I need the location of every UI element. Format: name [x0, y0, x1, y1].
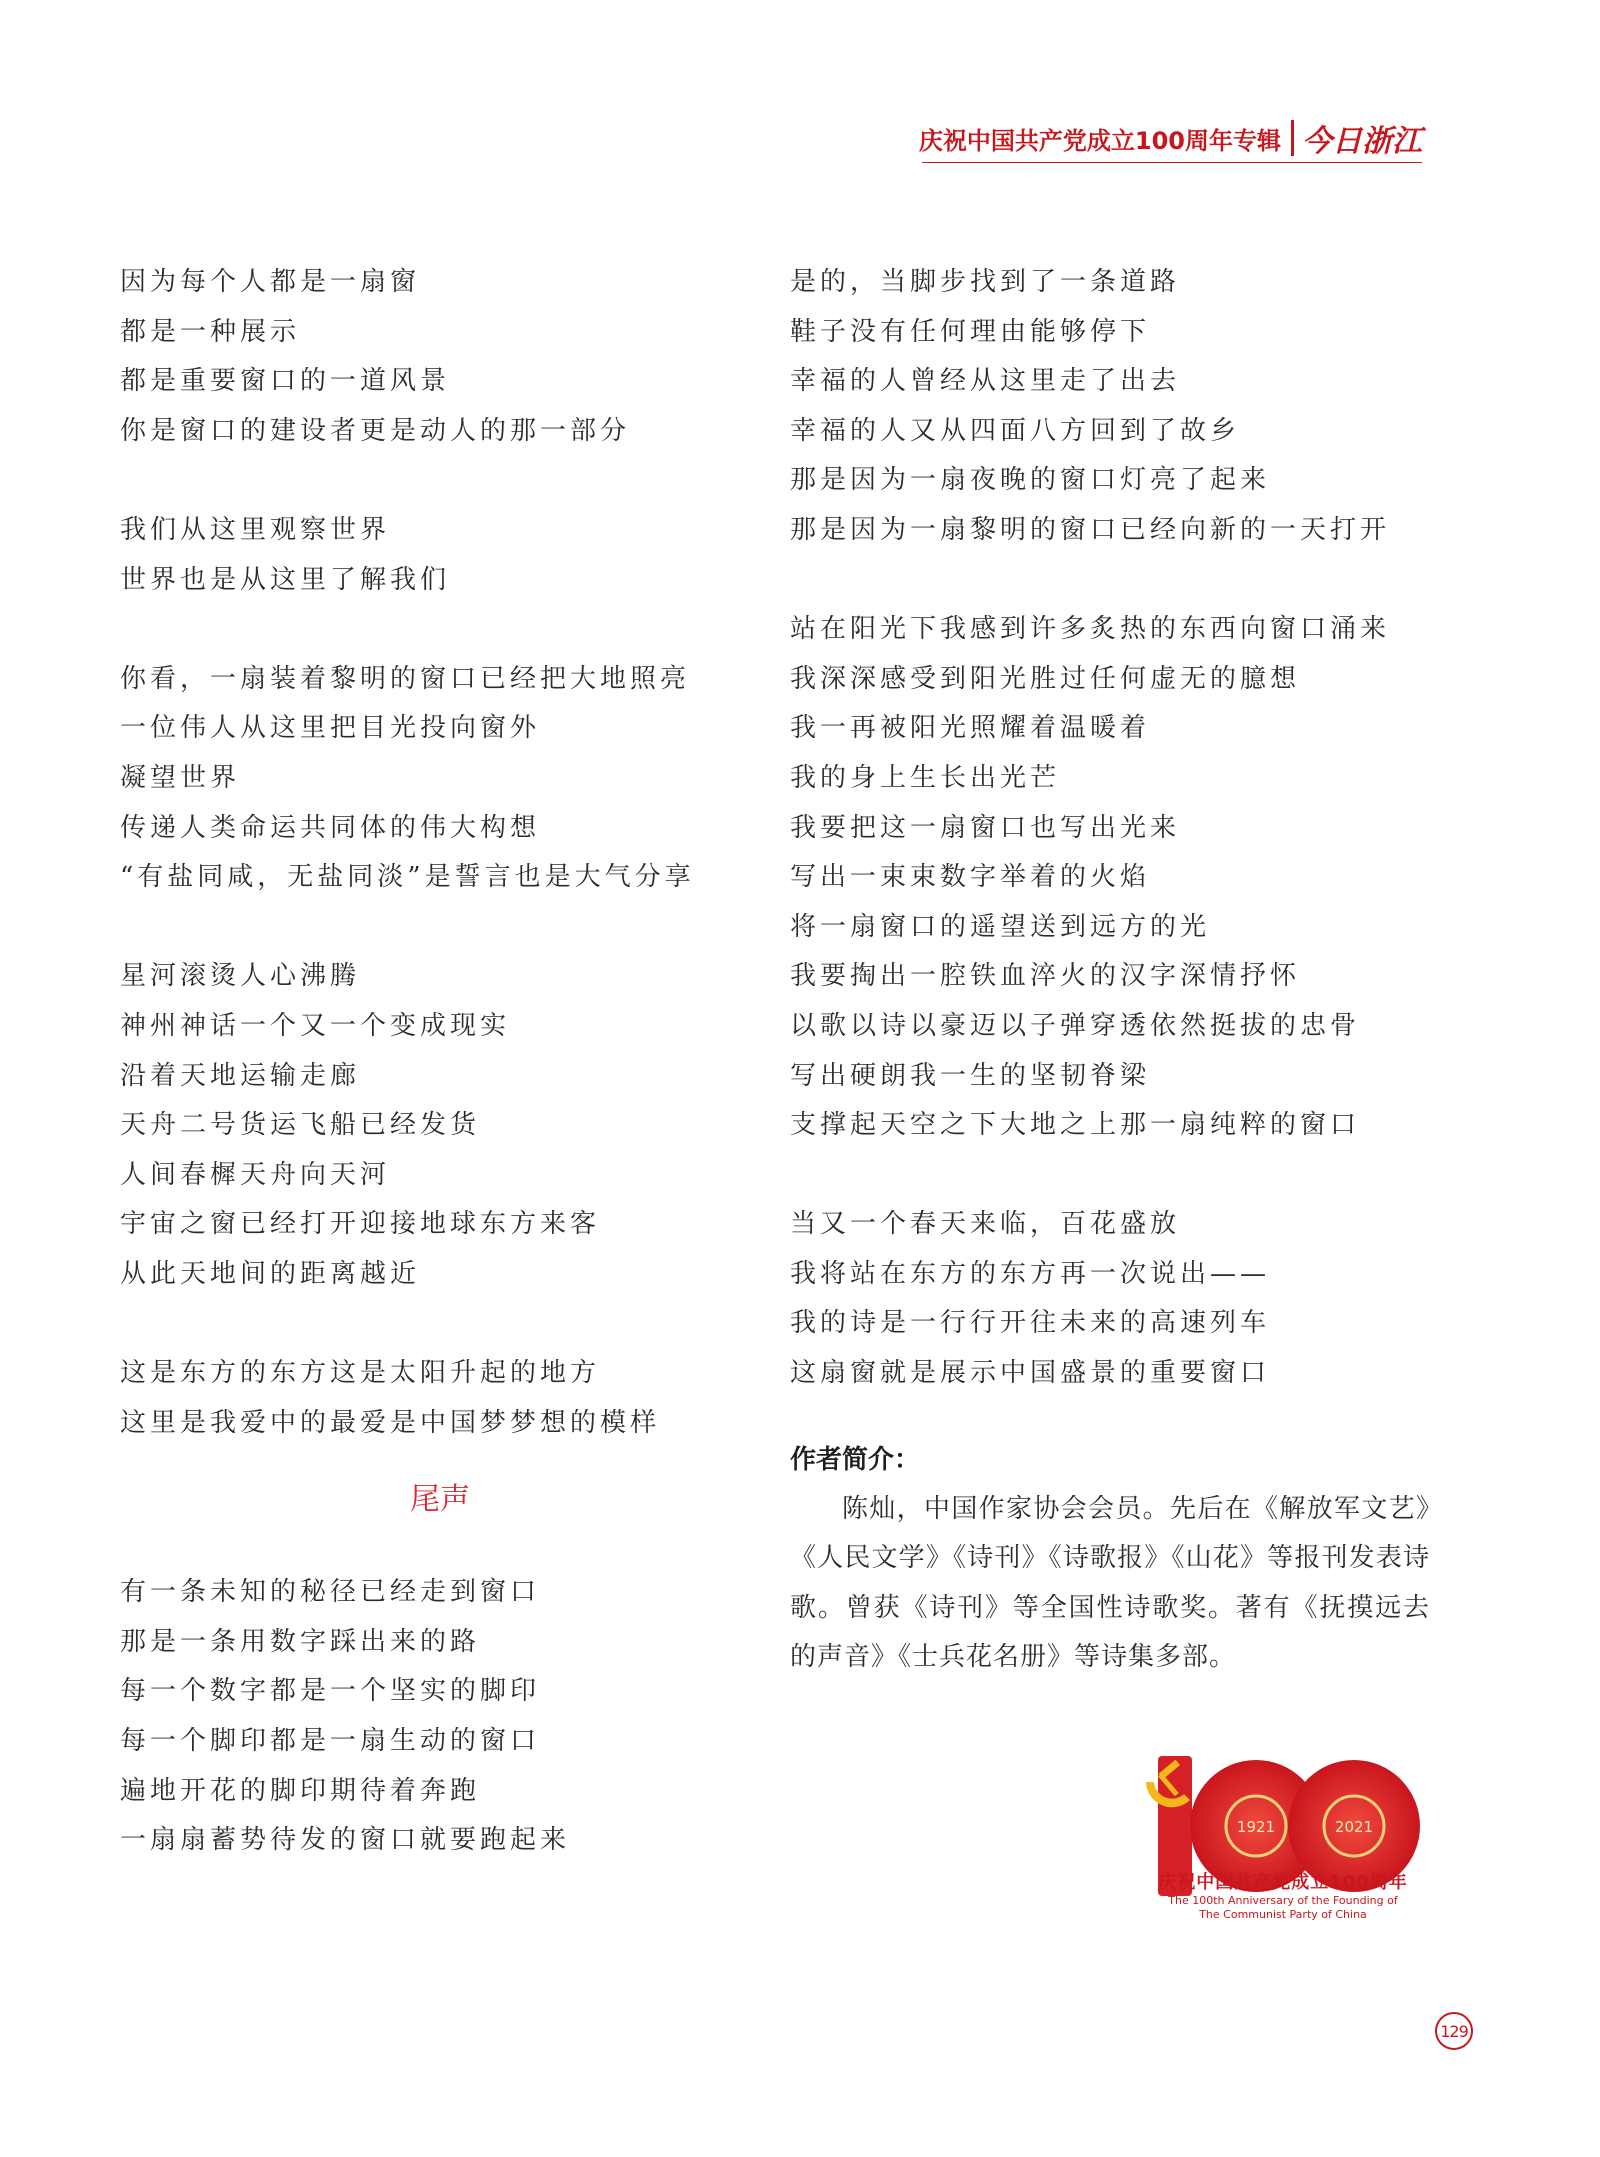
poem-line: 我们从这里观察世界 [120, 514, 391, 545]
poem-line: 传递人类命运共同体的伟大构想 [120, 812, 541, 843]
poem-line: 每一个脚印都是一扇生动的窗口 [120, 1726, 541, 1757]
poem-line: 你看，一扇装着黎明的窗口已经把大地照亮 [120, 663, 691, 694]
poem-line: 写出硬朗我一生的坚韧脊梁 [790, 1060, 1151, 1091]
header-rule [922, 162, 1422, 163]
logo-caption-en-2: The Communist Party of China [1199, 1908, 1367, 1921]
stanza [790, 1200, 1430, 1398]
stanza [120, 258, 680, 456]
poem-line: 我的诗是一行行开往未来的高速列车 [790, 1308, 1271, 1339]
poem-line: 那是因为一扇黎明的窗口已经向新的一天打开 [790, 514, 1391, 545]
poem-line: 宇宙之窗已经打开迎接地球东方来客 [120, 1209, 601, 1240]
poem-line: 神州神话一个又一个变成现实 [120, 1010, 511, 1041]
stanza-gap [120, 605, 680, 655]
poem-line: 以歌以诗以豪迈以子弹穿透依然挺拔的忠骨 [790, 1010, 1361, 1041]
poem-line: 沿着天地运输走廊 [120, 1060, 361, 1091]
poem-line: 幸福的人又从四面八方回到了故乡 [790, 415, 1241, 446]
poem-line: 我要把这一扇窗口也写出光来 [790, 812, 1181, 843]
poem-line: 天舟二号货运飞船已经发货 [120, 1110, 481, 1141]
poem-line: 我要掏出一腔铁血淬火的汉字深情抒怀 [790, 961, 1301, 992]
header-divider [1291, 120, 1294, 156]
poem-line: 支撑起天空之下大地之上那一扇纯粹的窗口 [790, 1110, 1361, 1141]
stanza [790, 605, 1430, 1151]
stanza-gap [790, 1151, 1430, 1201]
poem-line: 凝望世界 [120, 762, 241, 793]
stanza-gap [120, 456, 680, 506]
poem-line: 都是重要窗口的一道风景 [120, 366, 451, 397]
logo-caption-zh: 庆祝中国共产党成立100周年 [1158, 1872, 1408, 1893]
stanza-gap [120, 903, 680, 953]
poem-line: 站在阳光下我感到许多炙热的东西向窗口涌来 [790, 614, 1391, 645]
poem-line: 你是窗口的建设者更是动人的那一部分 [120, 415, 631, 446]
epilogue-title: 尾声 [410, 1482, 470, 1518]
poem-line: 我的身上生长出光芒 [790, 762, 1061, 793]
poem-line: 这里是我爱中的最爱是中国梦梦想的模样 [120, 1407, 661, 1438]
poem-line: 将一扇窗口的遥望送到远方的光 [790, 911, 1211, 942]
left-column [120, 258, 695, 1866]
poem-line: “有盐同咸，无盐同淡”是誓言也是大气分享 [120, 862, 695, 893]
magazine-header [919, 118, 1422, 158]
poem-line: 遍地开花的脚印期待着奔跑 [120, 1775, 481, 1806]
poem-line: 每一个数字都是一个坚实的脚印 [120, 1676, 541, 1707]
stanza-gap [120, 1299, 680, 1349]
poem-line: 从此天地间的距离越近 [120, 1258, 421, 1289]
header-brand-logo: 今日浙江 [1302, 124, 1422, 159]
poem-line: 一扇扇蓄势待发的窗口就要跑起来 [120, 1825, 571, 1856]
poem-line: 是的，当脚步找到了一条道路 [790, 267, 1181, 297]
poem-line: 都是一种展示 [120, 316, 301, 347]
stanza [790, 258, 1430, 556]
poem-line: 有一条未知的秘径已经走到窗口 [120, 1577, 541, 1608]
poem-line: 因为每个人都是一扇窗 [120, 267, 421, 297]
epilogue-stanza [120, 1568, 680, 1866]
stanza [120, 1349, 680, 1448]
logo-year-start: 1921 [1236, 1818, 1276, 1836]
poem-line: 我一再被阳光照耀着温暖着 [790, 713, 1151, 744]
poem-line: 鞋子没有任何理由能够停下 [790, 316, 1151, 347]
header-title: 庆祝中国共产党成立100周年专辑 [918, 126, 1281, 155]
logo-caption-en-1: The 100th Anniversary of the Founding of [1168, 1894, 1398, 1907]
poem-line: 这扇窗就是展示中国盛景的重要窗口 [790, 1358, 1271, 1389]
logo-caption [1128, 1868, 1438, 1922]
poem-line: 写出一束束数字举着的火焰 [790, 862, 1151, 893]
stanza [120, 655, 695, 903]
poem-line: 我深深感受到阳光胜过任何虚无的臆想 [790, 663, 1301, 694]
poem-line: 世界也是从这里了解我们 [120, 564, 451, 595]
poem-line: 那是一条用数字踩出来的路 [120, 1626, 481, 1657]
poem-line: 我将站在东方的东方再一次说出—— [790, 1258, 1271, 1289]
poem-line: 这是东方的东方这是太阳升起的地方 [120, 1358, 601, 1389]
poem-line: 一位伟人从这里把目光投向窗外 [120, 713, 541, 744]
stanza-gap [790, 556, 1430, 606]
poem-line: 星河滚烫人心沸腾 [120, 961, 361, 992]
right-column [790, 258, 1430, 1683]
page-number: 129 [1435, 2012, 1473, 2050]
stanza [120, 952, 680, 1299]
author-bio-text: 陈灿，中国作家协会会员。先后在《解放军文艺》《人民文学》《诗刊》《诗歌报》《山花》等报刊发表诗歌。曾获《诗刊》等全国性诗歌奖。著有《抚摸远去的声音》《士兵花名册》等诗集多部。 [790, 1493, 1430, 1673]
logo-year-end: 2021 [1334, 1818, 1374, 1836]
stanza [120, 506, 680, 605]
poem-line: 幸福的人曾经从这里走了出去 [790, 366, 1181, 397]
author-bio-heading: 作者简介： [790, 1444, 921, 1475]
poem-line: 当又一个春天来临，百花盛放 [790, 1209, 1181, 1240]
poem-line: 人间春樨天舟向天河 [120, 1159, 391, 1190]
poem-line: 那是因为一扇夜晚的窗口灯亮了起来 [790, 465, 1271, 496]
